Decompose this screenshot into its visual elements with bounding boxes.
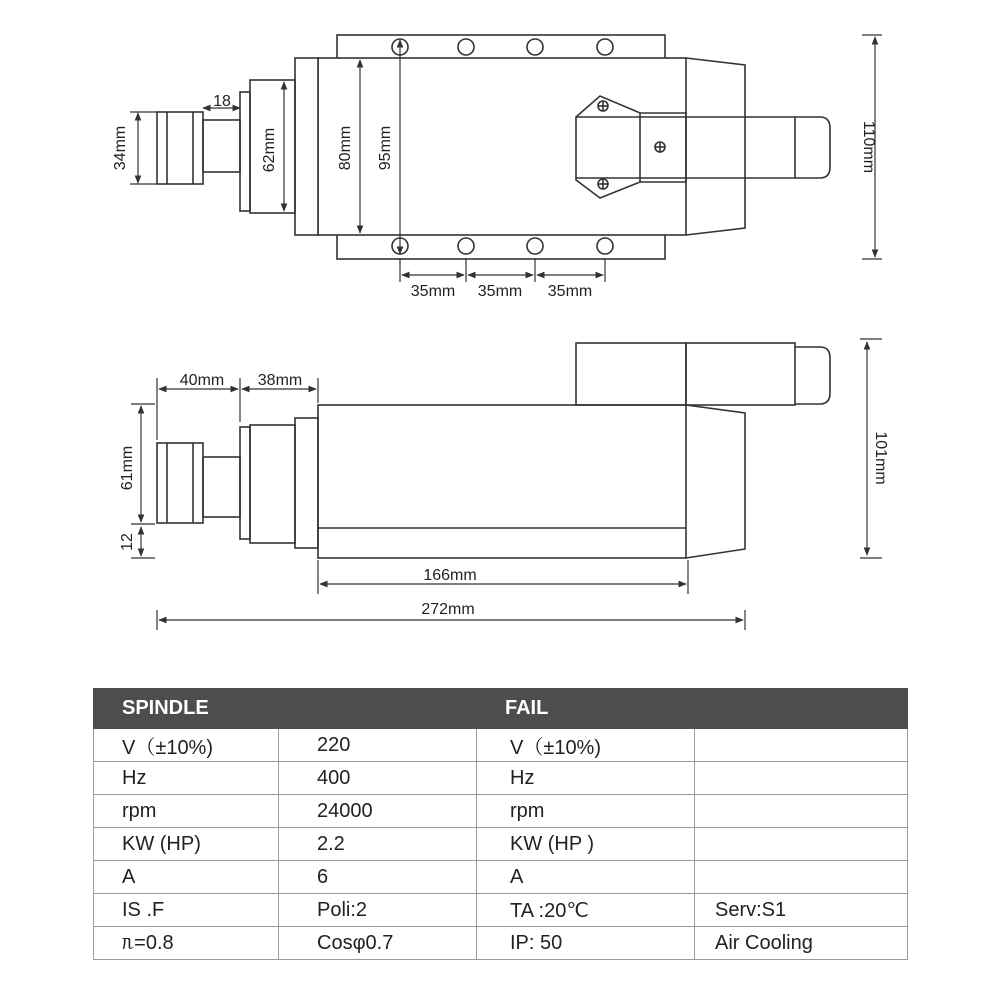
dim-18-label: 18: [213, 93, 231, 110]
dim-35mm-c-label: 35mm: [547, 283, 593, 300]
cell: Serv:S1: [695, 894, 908, 927]
dim-166mm-label: 166mm: [423, 567, 477, 584]
cell: IP: 50: [477, 927, 695, 960]
side-flange: [295, 418, 318, 548]
cell: rpm: [477, 795, 695, 828]
cell: 220: [279, 729, 477, 762]
side-connector-body: [686, 343, 795, 405]
cell: KW (HP ): [477, 828, 695, 861]
table-row: [94, 795, 908, 828]
cell: 400: [279, 762, 477, 795]
dim-95mm-label: 95mm: [377, 125, 394, 171]
table-row: [94, 861, 908, 894]
dim-61mm-label: 61mm: [119, 445, 136, 491]
cell: Hz: [477, 762, 695, 795]
header-spindle: SPINDLE: [94, 689, 279, 729]
cell: [695, 795, 908, 828]
header-fail: FAIL: [477, 689, 695, 729]
cell: [695, 861, 908, 894]
table-row: [94, 729, 908, 762]
side-rear-cap: [686, 405, 745, 558]
header-blank-2: [695, 689, 908, 729]
cell: Poli:2: [279, 894, 477, 927]
cell: IS .F: [94, 894, 279, 927]
cell: A: [477, 861, 695, 894]
dim-62mm-label: 62mm: [261, 127, 278, 173]
dim-35mm-b-label: 35mm: [477, 283, 523, 300]
nose-ring-inner: [240, 92, 250, 211]
side-motor-body: [318, 405, 686, 558]
motor-body: [318, 58, 686, 235]
dim-35mm-a-label: 35mm: [410, 283, 456, 300]
dim-40mm-label: 40mm: [179, 372, 225, 389]
dim-80mm-label: 80mm: [337, 125, 354, 171]
cell: 24000: [279, 795, 477, 828]
side-shaft: [203, 457, 240, 517]
cell: Air Cooling: [695, 927, 908, 960]
side-collet-nut: [157, 443, 203, 523]
rear-cap: [686, 58, 745, 235]
cell: 6: [279, 861, 477, 894]
cell: [695, 828, 908, 861]
cell: [695, 729, 908, 762]
table-row: [94, 927, 908, 960]
dim-38mm-label: 38mm: [257, 372, 303, 389]
cell: V（±10%): [94, 729, 279, 762]
cell: V（±10%): [477, 729, 695, 762]
cell: [695, 762, 908, 795]
dim-101mm-label: 101mm: [872, 431, 889, 485]
shaft: [203, 120, 240, 172]
cell: Cosφ0.7: [279, 927, 477, 960]
cell: Hz: [94, 762, 279, 795]
connector-plug: [795, 117, 830, 178]
side-view: [119, 339, 889, 630]
cell: TA :20℃: [477, 894, 695, 927]
dim-12-label: 12: [119, 533, 136, 551]
side-nose-ring: [250, 425, 295, 543]
cell: A: [94, 861, 279, 894]
dim-272mm-label: 272mm: [421, 601, 475, 618]
front-flange: [295, 58, 318, 235]
cell: ᥰ=0.8: [94, 927, 279, 960]
table-row: [94, 828, 908, 861]
dim-110mm-label: 110mm: [860, 120, 877, 174]
side-nose-inner: [240, 427, 250, 539]
header-blank-1: [279, 689, 477, 729]
cell: 2.2: [279, 828, 477, 861]
cell: rpm: [94, 795, 279, 828]
spec-table: [93, 688, 908, 960]
cell: KW (HP): [94, 828, 279, 861]
spec-table-header: [94, 689, 908, 729]
table-row: [94, 894, 908, 927]
collet-nut: [157, 112, 203, 184]
top-view: [112, 35, 882, 300]
side-connector-block: [576, 343, 686, 405]
dim-34mm-label: 34mm: [112, 125, 129, 171]
side-connector-plug: [795, 347, 830, 404]
table-row: [94, 762, 908, 795]
